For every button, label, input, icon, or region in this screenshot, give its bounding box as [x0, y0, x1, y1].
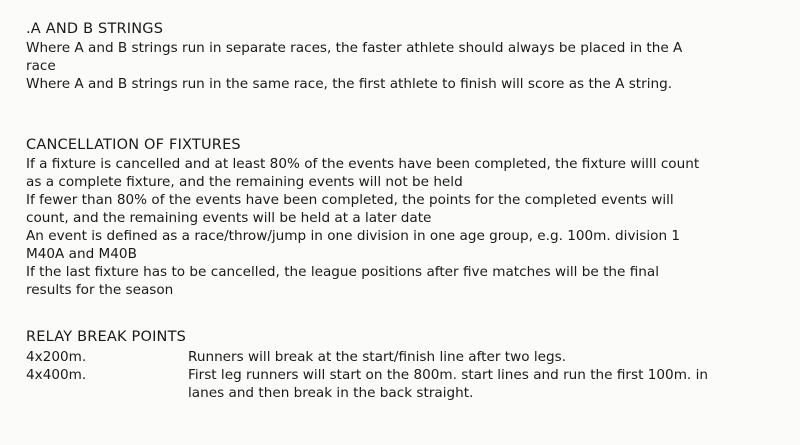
paragraph: An event is defined as a race/throw/jump in one division in one age group, e.g. 100m. division 1 M40A and M40B — [26, 228, 681, 262]
section-ab-strings — [26, 20, 786, 93]
relay-table — [26, 348, 786, 402]
paragraph: Where A and B strings run in separate races, the faster athlete should always be placed in the A race — [26, 40, 683, 74]
section-heading-ab-strings: .A AND B STRINGS — [26, 21, 164, 37]
relay-description: First leg runners will start on the 800m. start lines and run the first 100m. in lanes and then break in the back straight. — [188, 367, 708, 401]
paragraph: Where A and B strings run in the same race, the first athlete to finish will score as the A string. — [26, 76, 673, 92]
section-heading-cancellation: CANCELLATION OF FIXTURES — [26, 137, 241, 153]
section-relay-break-points — [26, 328, 786, 402]
section-heading-relay: RELAY BREAK POINTS — [26, 329, 187, 345]
section-cancellation — [26, 136, 786, 299]
relay-distance: 4x200m. — [26, 349, 87, 365]
relay-description: Runners will break at the start/finish line after two legs. — [188, 349, 567, 365]
relay-distance: 4x400m. — [26, 367, 87, 383]
paragraph: If a fixture is cancelled and at least 80% of the events have been completed, the fixture willl count as a complete fixture, and the remaining events will not be held — [26, 156, 700, 190]
paragraph: If the last fixture has to be cancelled, the league positions after five matches will be the final results for the season — [26, 264, 659, 298]
paragraph: If fewer than 80% of the events have been completed, the points for the completed events will count, and the remaining events will be held at a later date — [26, 192, 674, 226]
